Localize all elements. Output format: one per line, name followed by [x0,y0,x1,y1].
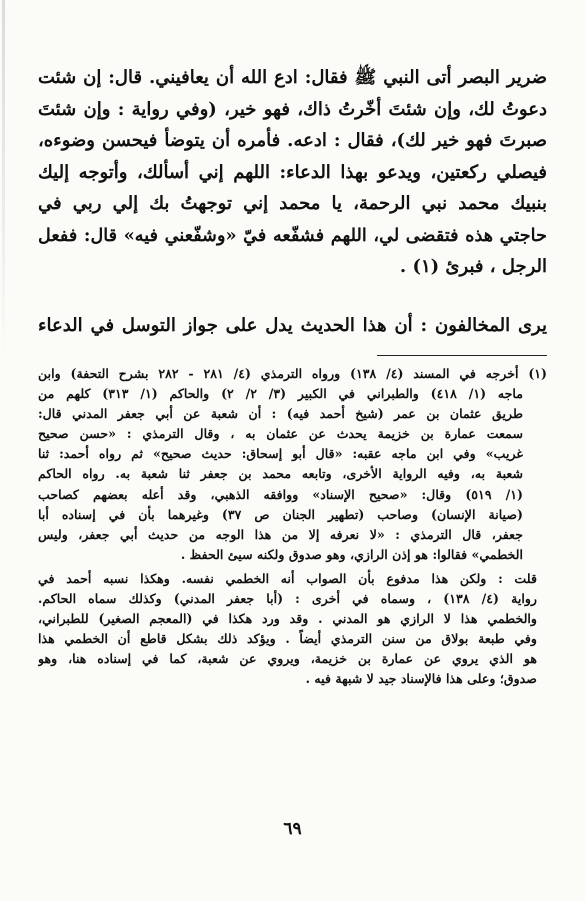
scan-edge-shadow [2,0,5,360]
footnote-line: رواية (٤/ ١٣٨) ، وسماه في أخرى : (أبا جعفر المدني) وكذلك سماه الحاكم. [38,591,538,607]
main-text-line: الرجل ، فبرئ (١) . [399,256,547,277]
footnote-line: صدوق؛ وعلى هذا فالإسناد جيد لا شبهة فيه . [305,671,537,687]
footnote-line: شعبة به، وفيه الرواية الأخرى، وتابعه محمد بن جعفر ثنا شعبة به. رواه الحاكم [38,466,523,482]
main-text-line: بنبيك محمد نبي الرحمة، يا محمد إني توجهتُ بك إلي ربي في [38,193,547,214]
footnote-line: ماجه (١/ ٤١٨) والطبراني في الكبير (٣/ ٢/ ٢) والحاكم (١/ ٣١٣) كلهم من [38,386,523,402]
footnote-line: هو الذي يروي عن عمارة بن خزيمة، ويروي عن شعبة، كما في إسناده هنا، وهو [38,651,537,667]
main-text-line: فيصلي ركعتين، ويدعو بهذا الدعاء: اللهم إني أسألك، وأتوجه إليك [38,161,547,183]
footnote-line: الخطمي» فقالوا: هو إذن الرازي، وهو صدوق ولكنه سيئ الحفظ . [180,546,523,562]
footnote-line: سمعت عمارة بن خزيمة يحدث عن عثمان به ، وقال الترمذي : «حسن صحيح [38,426,523,442]
main-text-line: حاجتي هذه فتقضى لي، اللهم فشفّعه فيّ «وشفّعني فيه» قال: ففعل [38,224,547,246]
footnote-line: طريق عثمان بن عمر (شيخ أحمد فيه) : أن شعبة عن أبي جعفر المدني قال: [38,406,523,422]
footnote-line: والخطمي هذا لا الرازي هو المدني . وقد ورد هكذا في (المعجم الصغير) للطبراني، [38,611,537,627]
main-text-line: دعوتُ لك، وإن شئتَ أخّرتُ ذاك، فهو خير، (وفي رواية : وإن شئتَ [38,98,547,120]
footnotes-block [38,364,547,690]
footnote-line: جعفر، قال الترمذي : «لا نعرفه إلا من هذا الوجه من حديث أبي جعفر، وليس [38,526,523,542]
page-number: ٦٩ [283,819,302,839]
footnote-line: (١) أخرجه في المسند (٤/ ١٣٨) ورواه الترمذي (٤/ ٢٨١ - ٢٨٢ بشرح التحفة) وابن [38,366,547,381]
main-text-line: ضرير البصر أتى النبي ﷺ فقال: ادع الله أن يعافيني. قال: إن شئت [38,67,547,88]
footnote-line: قلت : ولكن هذا مدفوع بأن الصواب أنه الخطمي نفسه. وهكذا نسبه أحمد في [38,570,537,586]
footnote-line: وفي طبعة بولاق من سنن الترمذي أيضاً . ويؤكد ذلك بشكل قاطع أن الخطمي هذا [38,631,537,647]
opponents-summary-line: يرى المخالفون : أن هذا الحديث يدل على جواز التوسل في الدعاء [38,315,547,336]
footnote-line: غريب» وفي ابن ماجه عقبه: «قال أبو إسحاق: حديث صحيح» ثم رواه أحمد: ثنا [38,446,523,462]
main-text-block [38,62,547,283]
footnote-separator [377,355,547,356]
footnote-line: (صيانة الإنسان) وصاحب (تطهير الجنان ص ٣٧) وغيرهما بأن في إسناده أبا [38,506,524,522]
footnote-line: (١/ ٥١٩) وقال: «صحيح الإسناد» ووافقه الذهبي، وقد أعله بعضهم كصاحب [38,486,523,502]
main-text-line: صبرتَ فهو خير لك)، فقال : ادعه. فأمره أن يتوضأ فيحسن وضوءه، [38,130,547,151]
